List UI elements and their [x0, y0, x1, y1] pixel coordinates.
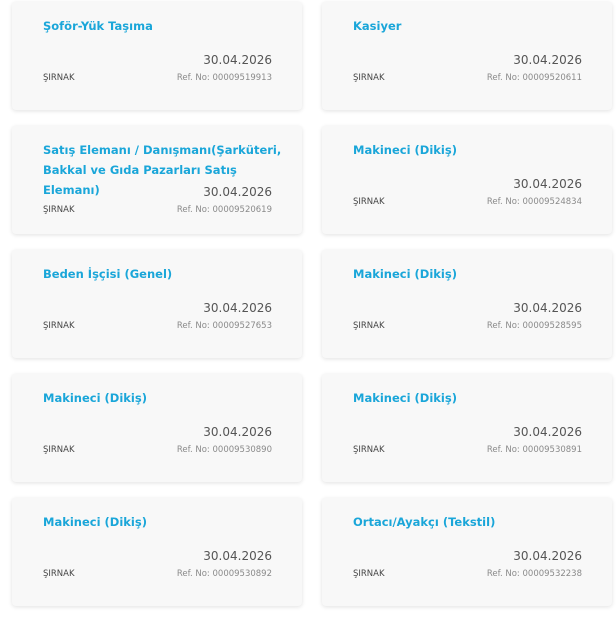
job-ref-number: Ref. No: 00009520619 [176, 205, 272, 215]
job-title[interactable]: Şoför-Yük Taşıma [43, 19, 153, 33]
job-date: 30.04.2026 [513, 53, 582, 67]
job-title[interactable]: Makineci (Dikiş) [353, 391, 457, 405]
job-city: ŞIRNAK [43, 205, 75, 215]
job-title[interactable]: Makineci (Dikiş) [43, 391, 147, 405]
job-ref-number: Ref. No: 00009519913 [176, 73, 272, 83]
job-ref-number: Ref. No: 00009530890 [176, 445, 272, 455]
job-ref-number: Ref. No: 00009530891 [486, 445, 582, 455]
job-ref-number: Ref. No: 00009527653 [176, 321, 272, 331]
job-city: ŞIRNAK [43, 73, 75, 83]
job-date: 30.04.2026 [203, 53, 272, 67]
job-card[interactable] [322, 2, 612, 110]
job-card[interactable] [322, 374, 612, 482]
job-date: 30.04.2026 [513, 177, 582, 191]
job-ref-number: Ref. No: 00009524834 [486, 197, 582, 207]
job-city: ŞIRNAK [353, 73, 385, 83]
job-date: 30.04.2026 [203, 301, 272, 315]
job-date: 30.04.2026 [513, 549, 582, 563]
job-card[interactable] [12, 2, 302, 110]
job-date: 30.04.2026 [513, 301, 582, 315]
job-ref-number: Ref. No: 00009530892 [176, 569, 272, 579]
job-card[interactable] [322, 126, 612, 234]
job-title[interactable]: Makineci (Dikiş) [353, 267, 457, 281]
job-card[interactable] [322, 250, 612, 358]
job-city: ŞIRNAK [353, 445, 385, 455]
job-title[interactable]: Kasiyer [353, 19, 402, 33]
job-city: ŞIRNAK [43, 445, 75, 455]
job-city: ŞIRNAK [43, 321, 75, 331]
job-city: ŞIRNAK [43, 569, 75, 579]
job-city: ŞIRNAK [353, 321, 385, 331]
job-date: 30.04.2026 [203, 549, 272, 563]
job-title[interactable]: Beden İşçisi (Genel) [43, 267, 173, 281]
job-card[interactable] [322, 498, 612, 606]
job-city: ŞIRNAK [353, 569, 385, 579]
job-card[interactable] [12, 498, 302, 606]
job-card[interactable] [12, 250, 302, 358]
job-title[interactable]: Makineci (Dikiş) [43, 515, 147, 529]
job-card[interactable] [12, 374, 302, 482]
job-ref-number: Ref. No: 00009528595 [486, 321, 582, 331]
job-title[interactable]: Satış Elemanı / Danışmanı(Şarküteri, Bakkal ve Gıda Pazarları Satış Elemanı) [43, 143, 282, 197]
job-date: 30.04.2026 [513, 425, 582, 439]
job-date: 30.04.2026 [203, 185, 272, 199]
job-ref-number: Ref. No: 00009520611 [486, 73, 582, 83]
job-title[interactable]: Ortacı/Ayakçı (Tekstil) [353, 515, 496, 529]
job-title[interactable]: Makineci (Dikiş) [353, 143, 457, 157]
job-ref-number: Ref. No: 00009532238 [486, 569, 582, 579]
job-card[interactable] [12, 126, 302, 234]
job-date: 30.04.2026 [203, 425, 272, 439]
job-city: ŞIRNAK [353, 197, 385, 207]
